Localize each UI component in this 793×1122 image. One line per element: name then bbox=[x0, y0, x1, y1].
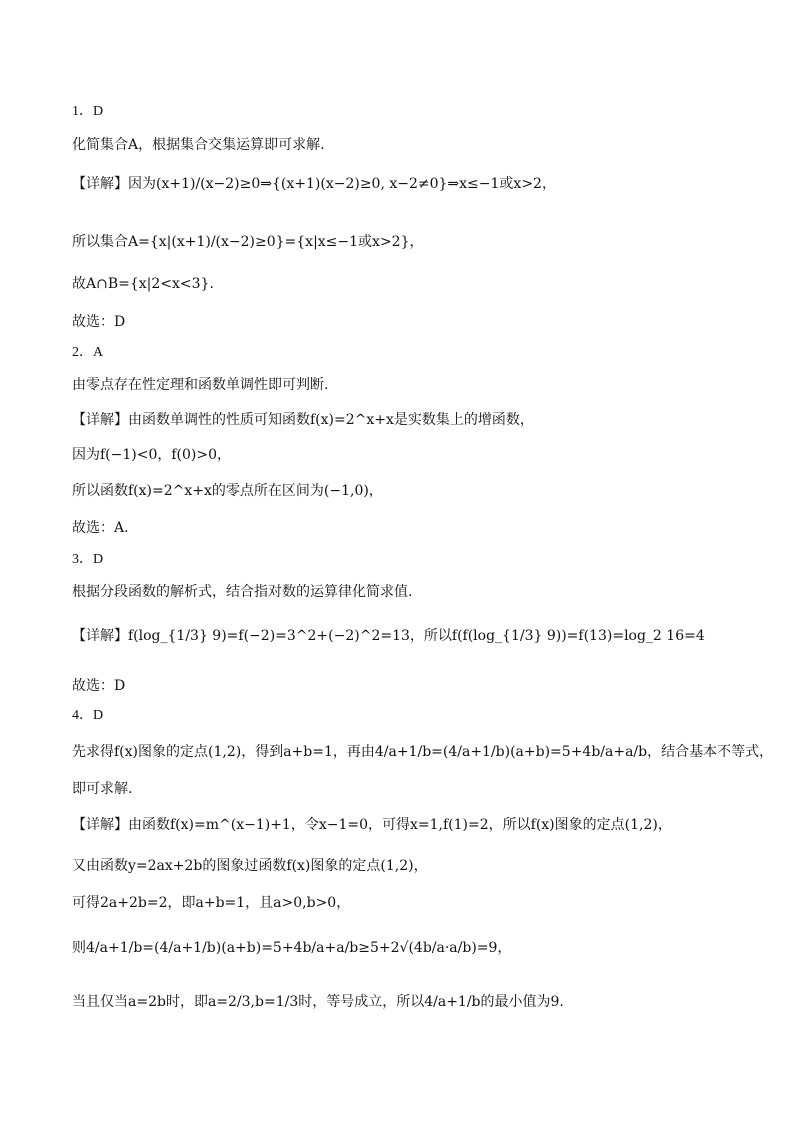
q2-detail: 【详解】由函数单调性的性质可知函数f(x)=2^x+x是实数集上的增函数， bbox=[72, 412, 534, 428]
q3-detail: 【详解】f(log_{1/3} 9)=f(−2)=3^2+(−2)^2=13，所以f(f(log_{1/3} 9))=f(13)=log_2 16=4 bbox=[72, 628, 705, 644]
q3-answer: 3．D bbox=[72, 552, 104, 567]
q4-line-3: 可得2a+2b=2，即a+b=1，且a>0,b>0， bbox=[72, 895, 351, 911]
q4-line-5: 当且仅当a=2b时，即a=2/3,b=1/3时，等号成立，所以4/a+1/b的最小值为9. bbox=[72, 994, 564, 1010]
q1-detail: 【详解】因为(x+1)/(x−2)≥0⇒{(x+1)(x−2)≥0, x−2≠0}⇒x≤−1或x>2， bbox=[72, 176, 556, 192]
q4-hint-1: 先求得f(x)图象的定点(1,2)，得到a+b=1，再由4/a+1/b=(4/a+1/b)(a+b)=5+4b/a+a/b，结合基本不等式， bbox=[72, 744, 774, 760]
q4-line-4: 则4/a+1/b=(4/a+1/b)(a+b)=5+4b/a+a/b≥5+2√(4b/a·a/b)=9， bbox=[72, 940, 512, 956]
q4-line-2: 又由函数y=2ax+2b的图象过函数f(x)图象的定点(1,2)， bbox=[72, 858, 428, 874]
q2-hint: 由零点存在性定理和函数单调性即可判断. bbox=[72, 377, 329, 393]
q4-hint-2: 即可求解. bbox=[72, 781, 133, 797]
q3-choice: 故选：D bbox=[72, 678, 126, 694]
q4-detail: 【详解】由函数f(x)=m^(x−1)+1，令x−1=0，可得x=1,f(1)=2，所以f(x)图象的定点(1,2)， bbox=[72, 817, 672, 833]
q2-values: 因为f(−1)<0，f(0)>0， bbox=[72, 447, 232, 463]
q2-zero-interval: 所以函数f(x)=2^x+x的零点所在区间为(−1,0)， bbox=[72, 483, 383, 499]
q1-hint: 化简集合A，根据集合交集运算即可求解. bbox=[72, 137, 325, 153]
q1-answer: 1．D bbox=[72, 104, 104, 119]
q1-choice: 故选：D bbox=[72, 314, 126, 330]
q3-hint: 根据分段函数的解析式，结合指对数的运算律化简求值. bbox=[72, 584, 413, 600]
q2-answer: 2．A bbox=[72, 345, 104, 360]
q1-intersection: 故A∩B={x|2<x<3}. bbox=[72, 276, 214, 292]
q2-choice: 故选：A. bbox=[72, 520, 129, 536]
q1-set-a: 所以集合A={x|(x+1)/(x−2)≥0}={x|x≤−1或x>2}， bbox=[72, 234, 424, 250]
q4-answer: 4．D bbox=[72, 708, 104, 723]
